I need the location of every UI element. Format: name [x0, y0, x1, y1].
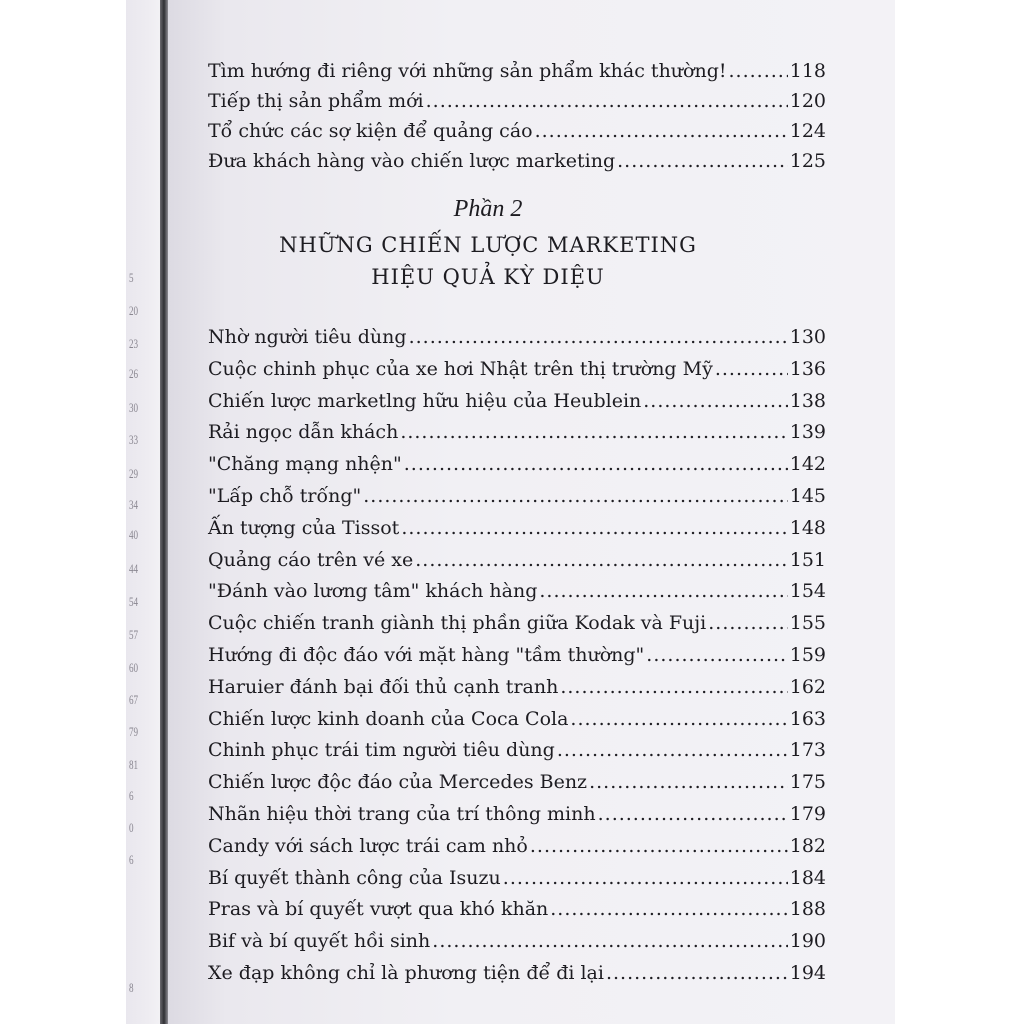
toc-leader-dots	[643, 390, 787, 412]
toc-leader-dots	[589, 771, 788, 793]
toc-entry	[208, 580, 826, 602]
toc-leader-dots	[432, 930, 787, 952]
toc-entry-title: Nhãn hiệu thời trang của trí thông minh	[208, 803, 596, 825]
toc-entry-page: 184	[789, 867, 826, 889]
toc-entry-title: Xe đạp không chỉ là phương tiện để đi lại	[208, 962, 604, 984]
toc-entry	[208, 771, 826, 793]
part-title-line1: NHỮNG CHIẾN LƯỢC MARKETING	[279, 233, 697, 257]
left-edge-number: 79	[129, 724, 139, 739]
toc-leader-dots	[557, 739, 788, 761]
toc-entry-page: 118	[789, 60, 826, 82]
toc-leader-dots	[401, 517, 787, 539]
toc-leader-dots	[729, 60, 788, 82]
left-edge-number: 44	[129, 561, 139, 576]
toc-leader-dots	[708, 612, 787, 634]
toc-entry-title: Cuộc chinh phục của xe hơi Nhật trên thị trường Mỹ	[208, 358, 713, 380]
toc-leader-dots	[550, 898, 787, 920]
toc-entry-title: Tìm hướng đi riêng với những sản phẩm khác thường!	[208, 60, 727, 82]
left-page-edge	[126, 0, 162, 1024]
toc-entry-title: Bif và bí quyết hồi sinh	[208, 930, 431, 952]
toc-entry	[208, 739, 826, 761]
toc-entry-title: Đưa khách hàng vào chiến lược marketing	[208, 150, 616, 172]
toc-entry-page: 175	[789, 771, 826, 793]
left-edge-number: 67	[129, 692, 139, 707]
toc-entry	[208, 150, 826, 172]
part-title-line2: HIỆU QUẢ KỲ DIỆU	[371, 265, 605, 289]
toc-entry-title: Nhờ người tiêu dùng	[208, 326, 407, 348]
toc-entry	[208, 517, 826, 539]
toc-entry-title: Haruier đánh bại đối thủ cạnh tranh	[208, 676, 559, 698]
toc-leader-dots	[539, 580, 787, 602]
toc-entry-page: 159	[789, 644, 826, 666]
toc-entry	[208, 120, 826, 142]
toc-entry	[208, 90, 826, 112]
toc-entry-title: Rải ngọc dẫn khách	[208, 421, 399, 443]
toc-entry-title: Bí quyết thành công của Isuzu	[208, 867, 501, 889]
toc-entry-title: Pras và bí quyết vượt qua khó khăn	[208, 898, 549, 920]
toc-entry	[208, 898, 826, 920]
toc-entry-title: Quảng cáo trên vé xe	[208, 549, 414, 571]
toc-entry-page: 154	[789, 580, 826, 602]
toc-entry-title: "Lấp chỗ trống"	[208, 485, 362, 507]
toc-entry-page: 138	[789, 390, 826, 412]
toc-entry-title: Tiếp thị sản phẩm mới	[208, 90, 424, 112]
left-edge-number: 6	[129, 852, 134, 867]
toc-entry-page: 163	[789, 708, 826, 730]
background	[895, 0, 1024, 1024]
toc-entry	[208, 485, 826, 507]
toc-leader-dots	[598, 803, 788, 825]
left-edge-number: 30	[129, 400, 139, 415]
toc-leader-dots	[415, 549, 787, 571]
toc-entry	[208, 835, 826, 857]
toc-entry-page: 188	[789, 898, 826, 920]
left-edge-number: 81	[129, 757, 139, 772]
toc-entry-page: 124	[789, 120, 826, 142]
left-edge-number: 5	[129, 270, 134, 285]
toc-entry-title: Chiến lược marketlng hữu hiệu của Heublein	[208, 390, 642, 412]
toc-entry-page: 155	[789, 612, 826, 634]
toc-entry-title: Chiến lược độc đáo của Mercedes Benz	[208, 771, 588, 793]
left-edge-number: 26	[129, 366, 139, 381]
toc-entry	[208, 930, 826, 952]
toc-entry-page: 145	[789, 485, 826, 507]
left-edge-number: 23	[129, 336, 139, 351]
toc-entry	[208, 326, 826, 348]
left-edge-number: 40	[129, 527, 139, 542]
toc-entry-title: Hướng đi độc đáo với mặt hàng "tầm thường"	[208, 644, 645, 666]
left-edge-number: 6	[129, 788, 134, 803]
left-edge-number: 29	[129, 466, 139, 481]
left-edge-number: 57	[129, 627, 139, 642]
toc-entry	[208, 612, 826, 634]
toc-entry-page: 148	[789, 517, 826, 539]
toc-entry	[208, 676, 826, 698]
toc-entry-title: Tổ chức các sợ kiện để quảng cáo	[208, 120, 533, 142]
toc-entry-title: "Đánh vào lương tâm" khách hàng	[208, 580, 538, 602]
toc-entry-page: 130	[789, 326, 826, 348]
toc-entry-page: 162	[789, 676, 826, 698]
toc-entry	[208, 60, 826, 82]
toc-page	[168, 0, 895, 1024]
toc-leader-dots	[570, 708, 787, 730]
toc-entry-page: 139	[789, 421, 826, 443]
toc-leader-dots	[617, 150, 788, 172]
toc-leader-dots	[426, 90, 788, 112]
toc-entry-page: 125	[789, 150, 826, 172]
book-gutter	[160, 0, 168, 1024]
toc-leader-dots	[560, 676, 787, 698]
toc-entry-page: 136	[789, 358, 826, 380]
toc-leader-dots	[530, 835, 788, 857]
toc-entry-page: 120	[789, 90, 826, 112]
left-edge-number: 8	[129, 980, 134, 995]
toc-entry-title: Chiến lược kinh doanh của Coca Cola	[208, 708, 569, 730]
toc-entry	[208, 358, 826, 380]
toc-entry-page: 182	[789, 835, 826, 857]
toc-entry-page: 173	[789, 739, 826, 761]
toc-entry	[208, 708, 826, 730]
toc-entry	[208, 421, 826, 443]
toc-entry-page: 194	[789, 962, 826, 984]
toc-entry-title: Cuộc chiến tranh giành thị phần giữa Kodak và Fuji	[208, 612, 707, 634]
toc-entry	[208, 549, 826, 571]
toc-entry-title: Ấn tượng của Tissot	[208, 517, 400, 539]
toc-entry	[208, 803, 826, 825]
toc-leader-dots	[535, 120, 788, 142]
toc-leader-dots	[646, 644, 787, 666]
toc-leader-dots	[715, 358, 788, 380]
left-edge-number: 34	[129, 497, 139, 512]
toc-entry-page: 179	[789, 803, 826, 825]
toc-entry-page: 190	[789, 930, 826, 952]
toc-entry-page: 142	[789, 453, 826, 475]
toc-entry	[208, 390, 826, 412]
toc-entry	[208, 867, 826, 889]
toc-entry-title: "Chăng mạng nhện"	[208, 453, 402, 475]
toc-leader-dots	[363, 485, 788, 507]
part-label: Phần 2	[453, 196, 523, 222]
left-edge-number: 60	[129, 660, 139, 675]
toc-entry-title: Candy với sách lược trái cam nhỏ	[208, 835, 528, 857]
toc-leader-dots	[404, 453, 788, 475]
left-edge-number: 33	[129, 432, 139, 447]
toc-entry	[208, 962, 826, 984]
left-edge-number: 20	[129, 303, 139, 318]
toc-leader-dots	[606, 962, 788, 984]
toc-entry	[208, 453, 826, 475]
toc-leader-dots	[400, 421, 787, 443]
toc-leader-dots	[409, 326, 788, 348]
left-edge-number: 0	[129, 820, 134, 835]
toc-entry	[208, 644, 826, 666]
toc-entry-page: 151	[789, 549, 826, 571]
toc-entry-title: Chinh phục trái tim người tiêu dùng	[208, 739, 555, 761]
left-edge-number: 54	[129, 594, 139, 609]
toc-leader-dots	[503, 867, 788, 889]
